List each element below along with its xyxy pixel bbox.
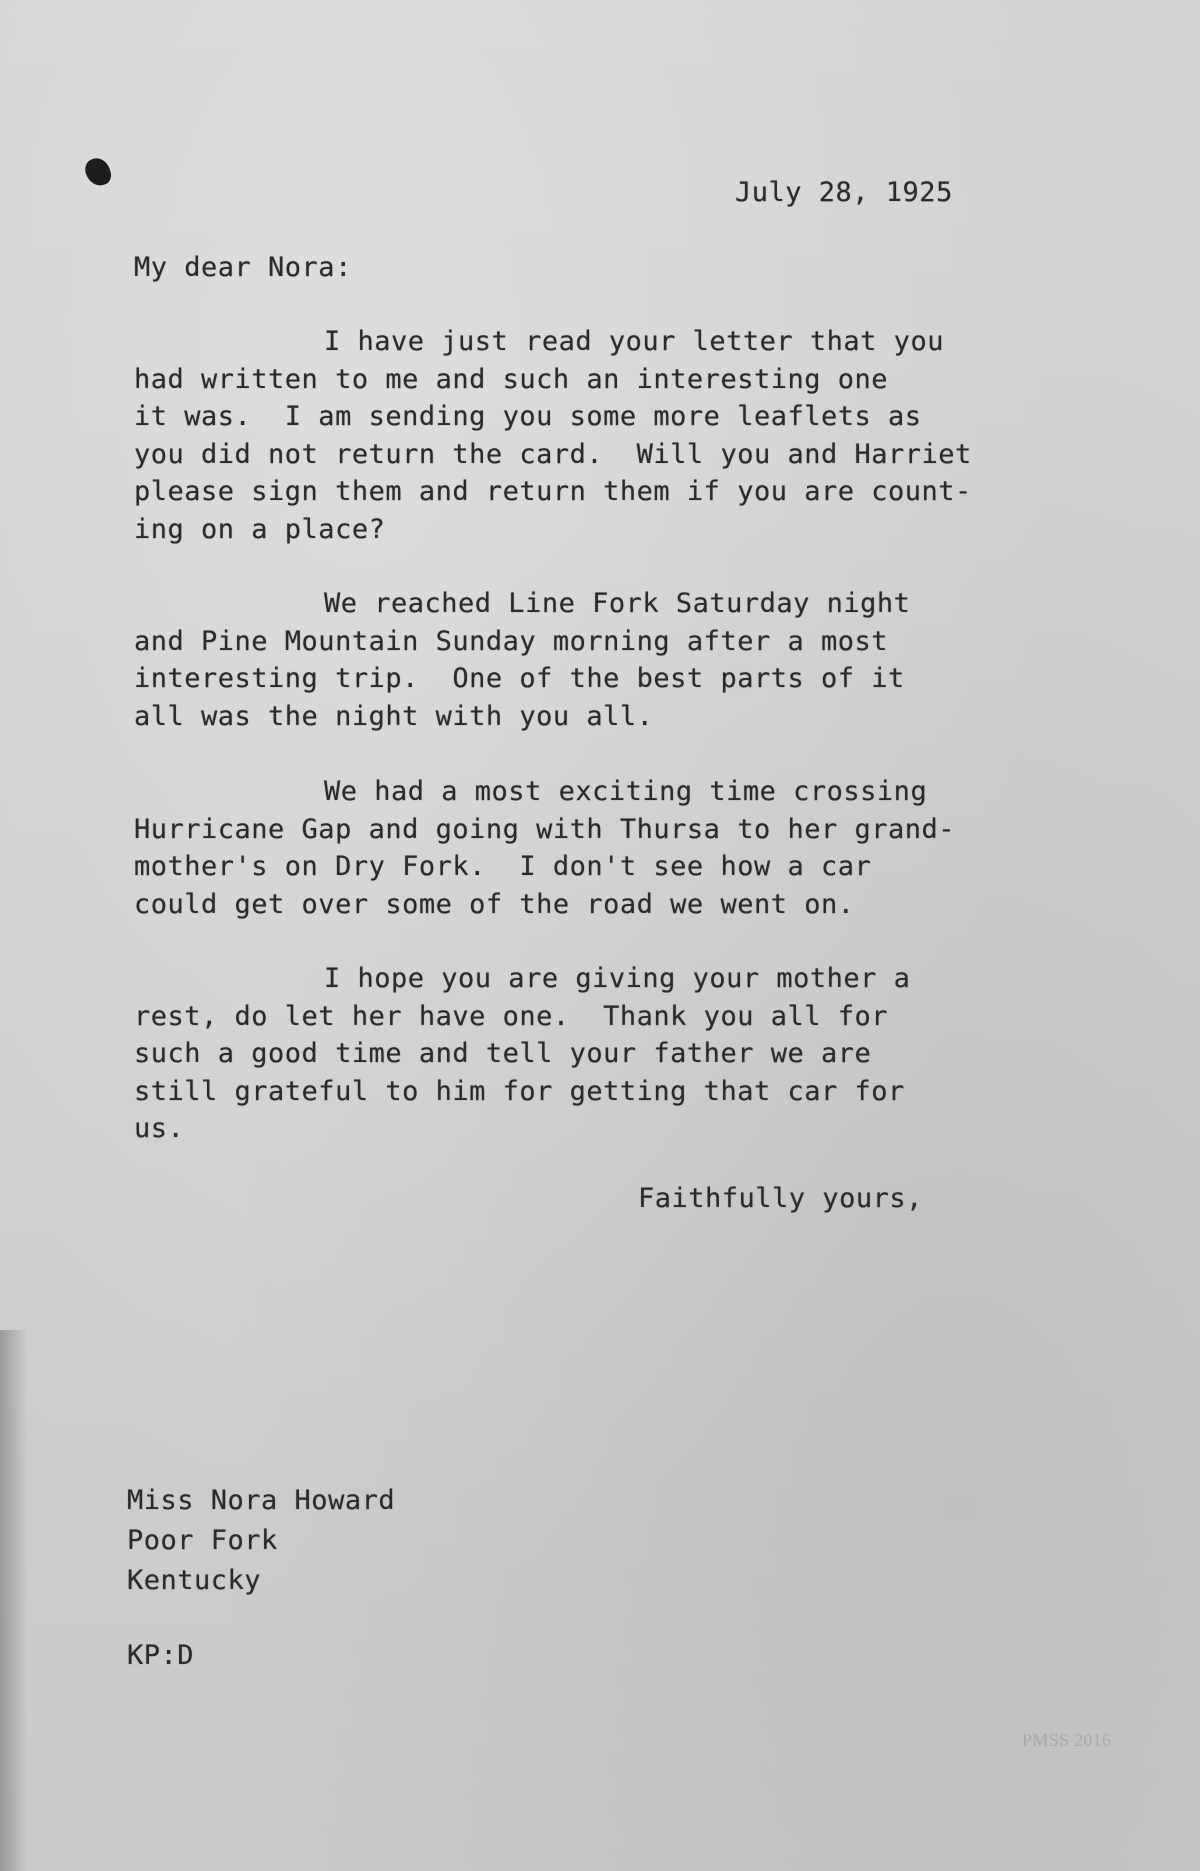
paragraph-line: We reached Line Fork Saturday night bbox=[324, 588, 911, 619]
recipient-name: Miss Nora Howard bbox=[127, 1485, 396, 1516]
paragraph-line: rest, do let her have one. Thank you all for bbox=[134, 1000, 888, 1032]
paragraph-3 bbox=[134, 773, 955, 923]
letter-date: July 28, 1925 bbox=[735, 177, 953, 208]
paragraph-line: ing on a place? bbox=[134, 513, 386, 545]
paragraph-4 bbox=[134, 960, 910, 1148]
paragraph-line: such a good time and tell your father we are bbox=[134, 1038, 872, 1069]
recipient-address bbox=[127, 1481, 395, 1601]
typist-initials: KP:D bbox=[127, 1640, 195, 1671]
paragraph-line: please sign them and return them if you are count- bbox=[134, 476, 972, 507]
paragraph-line: Hurricane Gap and going with Thursa to her grand- bbox=[134, 813, 956, 845]
paragraph-line: us. bbox=[134, 1113, 185, 1144]
paragraph-line: all was the night with you all. bbox=[134, 700, 654, 732]
paragraph-line: had written to me and such an interesting one bbox=[134, 363, 888, 395]
closing: Faithfully yours, bbox=[638, 1183, 923, 1214]
paragraph-line: could get over some of the road we went on. bbox=[134, 888, 855, 920]
ink-blot-mark bbox=[82, 155, 113, 189]
paragraph-line: I have just read your letter that you bbox=[324, 326, 944, 357]
recipient-place: Poor Fork bbox=[127, 1525, 278, 1556]
salutation: My dear Nora: bbox=[134, 252, 352, 283]
recipient-state: Kentucky bbox=[127, 1565, 262, 1596]
paragraph-line: it was. I am sending you some more leaflets as bbox=[134, 401, 922, 432]
archive-watermark: PMSS 2016 bbox=[1022, 1730, 1112, 1750]
paragraph-line: interesting trip. One of the best parts of it bbox=[134, 663, 905, 694]
paragraph-line: you did not return the card. Will you and Harriet bbox=[134, 438, 972, 470]
paragraph-1 bbox=[134, 323, 972, 548]
paragraph-line: and Pine Mountain Sunday morning after a most bbox=[134, 625, 888, 657]
page-edge-shadow bbox=[0, 1330, 28, 1871]
paragraph-line: We had a most exciting time crossing bbox=[324, 776, 928, 807]
paragraph-line: mother's on Dry Fork. I don't see how a car bbox=[134, 851, 872, 882]
paragraph-line: still grateful to him for getting that car for bbox=[134, 1075, 905, 1107]
paragraph-2 bbox=[134, 585, 910, 735]
paragraph-line: I hope you are giving your mother a bbox=[324, 963, 911, 994]
